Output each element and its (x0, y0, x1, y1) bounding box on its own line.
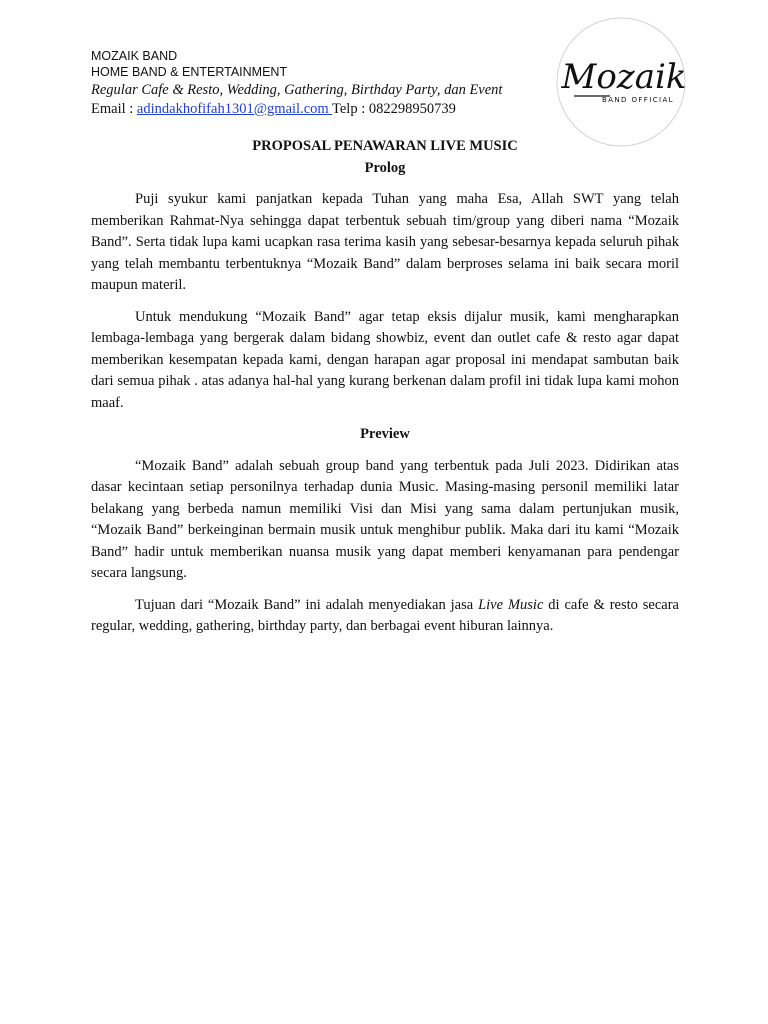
proposal-body (91, 136, 679, 648)
phone-number: 082298950739 (368, 101, 456, 117)
email-link[interactable]: adindakhofifah1301@gmail.com (136, 101, 333, 117)
logo-subtext: BAND OFFICIAL (602, 96, 674, 104)
prolog-paragraph-1: Puji syukur kami panjatkan kepada Tuhan yang maha Esa, Allah SWT yang telah memberikan Rahmat-Nya sehingga dapat terbentuk sebuah tim/group yang diberi nama “Mozaik Band”. Serta tidak lupa kami ucapkan rasa terima kasih yang sebesar-besarnya kepada seluruh pihak yang telah membantu terbentuknya “Mozaik Band” dalam berproses selama ini baik secara moril maupun materil. (91, 191, 679, 293)
email-label: Email : (91, 101, 137, 117)
mozaik-logo (556, 12, 686, 152)
preview-p2-start: Tujuan dari “Mozaik Band” ini adalah menyediakan jasa (135, 596, 479, 613)
band-name: MOZAIK BAND (91, 49, 178, 63)
phone-label: Telp : (332, 101, 369, 117)
preview-paragraph-1: “Mozaik Band” adalah sebuah group band yang terbentuk pada Juli 2023. Didirikan atas dasar kecintaan setiap personilnya terhadap dunia Music. Masing-masing personil memiliki latar belakang yang berbeda namun memiliki Visi dan Misi yang sama dalam pertunjukan musik, “Mozaik Band” berkeinginan bermain musik untuk menghibur publik. Maka dari itu kami “Mozaik Band” hadir untuk memberikan nuansa musik yang dapat memberi kenyamanan para pendengar secara langsung. (91, 457, 679, 581)
prolog-paragraph-2: Untuk mendukung “Mozaik Band” agar tetap eksis dijalur musik, kami mengharapkan lembaga-lembaga yang bergerak dalam bidang showbiz, event dan outlet cafe & resto agar dapat memberikan kesempatan kepada kami, dengan harapan agar proposal ini mendapat sambutan baik dari semua pihak . atas adanya hal-hal yang kurang berkenan dalam profil ini tidak lupa kami mohon maaf. (91, 308, 679, 411)
letterhead (91, 48, 541, 119)
logo-word: Mozaik (561, 57, 686, 97)
live-music-emphasis: Live Music (478, 596, 544, 613)
band-subtitle: HOME BAND & ENTERTAINMENT (91, 65, 288, 79)
prolog-heading: Prolog (364, 159, 406, 176)
proposal-title: PROPOSAL PENAWARAN LIVE MUSIC (252, 138, 518, 154)
band-tagline: Regular Cafe & Resto, Wedding, Gathering, Birthday Party, dan Event (91, 82, 503, 98)
preview-paragraph-2 (91, 595, 679, 638)
preview-p2-end: di cafe & resto secara regular, wedding, gathering, birthday party, dan berbagai event hiburan lainnya. (91, 596, 679, 634)
contact-line (91, 100, 541, 119)
logo-graphic (556, 12, 686, 152)
preview-heading: Preview (360, 426, 410, 442)
